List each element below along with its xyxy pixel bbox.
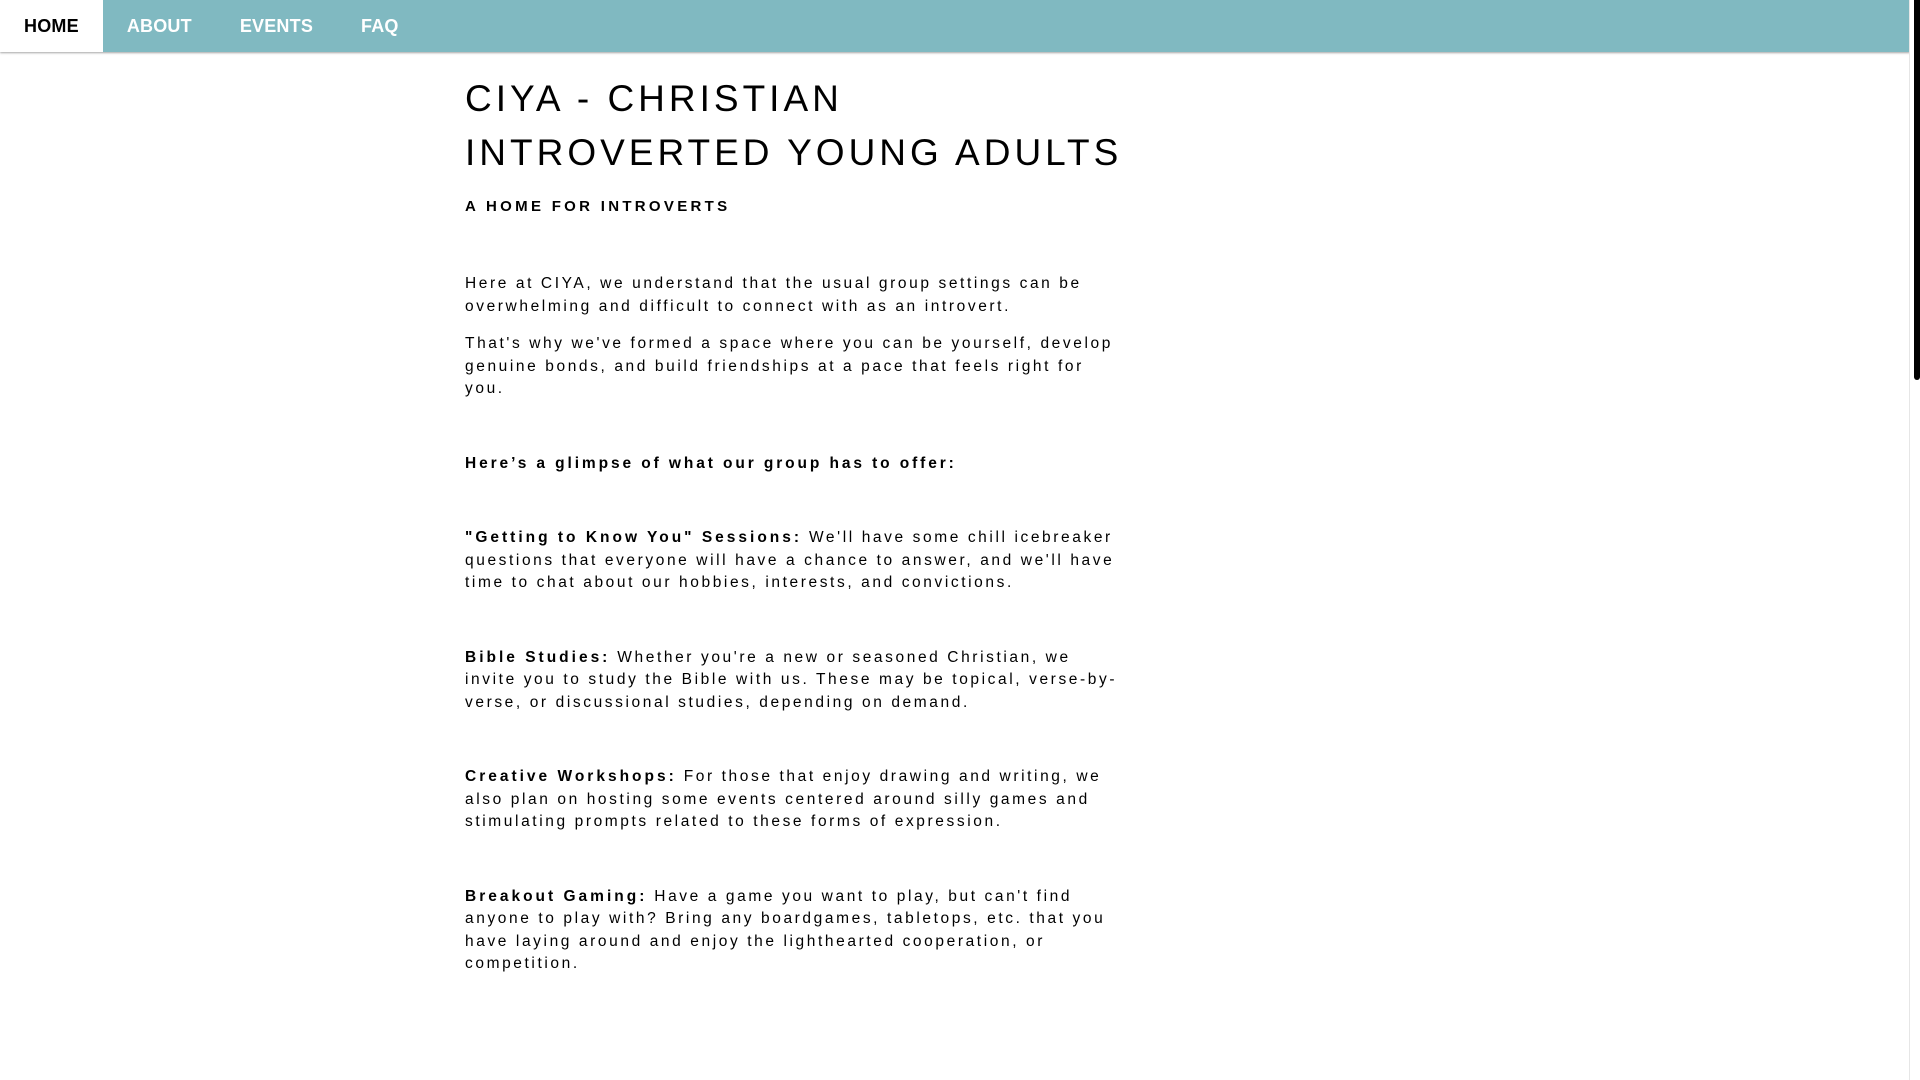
offering-description: We'll have some chill icebreaker questions that everyone will have a chance to answer, and we'll have time to chat about our hobbies, interests, and convictions. [465, 529, 1115, 591]
offering-title: Breakout Gaming: [465, 887, 648, 905]
nav-tab-home[interactable]: HOME [0, 0, 103, 52]
offering-creative-workshops [465, 766, 1125, 834]
intro-paragraph-2: That's why we've formed a space where you can be yourself, develop genuine bonds, and build friendships at a pace that feels right for you. [465, 335, 1113, 397]
offering-title: Creative Workshops: [465, 768, 677, 785]
page-subtitle: A HOME FOR INTROVERTS [465, 198, 731, 215]
nav-tab-faq[interactable]: FAQ [361, 15, 399, 36]
offering-breakout-gaming [465, 886, 1125, 976]
offering-description: Have a game you want to play, but can't find anyone to play with? Bring any boardgames, tabletops, etc. that you have laying around and enjoy the lighthearted cooperation, or competition. [465, 887, 1106, 972]
offering-bible-studies [465, 647, 1125, 715]
top-navigation-bar [0, 0, 1910, 52]
scrollbar-thumb[interactable] [1914, 0, 1920, 380]
offering-description: Whether you're a new or seasoned Christian, we invite you to study the Bible with us. These may be topical, verse-by-verse, or discussional studies, depending on demand. [465, 648, 1118, 711]
offering-title: Bible Studies: [465, 648, 611, 666]
offering-getting-to-know-you [465, 527, 1125, 595]
offering-title: "Getting to Know You" Sessions: [465, 529, 803, 546]
nav-tab-about[interactable]: ABOUT [126, 15, 192, 36]
offering-description: For those that enjoy drawing and writing, we also plan on hosting some events centered around silly games and stimulating prompts related to these forms of expression. [465, 768, 1102, 830]
page-title-line-1: CIYA - CHRISTIAN [465, 78, 843, 119]
offerings-heading: Here’s a glimpse of what our group has to offer: [465, 454, 957, 472]
vertical-scrollbar[interactable] [1909, 0, 1920, 1080]
intro-paragraph-1: Here at CIYA, we understand that the usual group settings can be overwhelming and difficult to connect with as an introvert. [465, 275, 1082, 315]
nav-tab-events[interactable]: EVENTS [239, 15, 314, 36]
page-title-line-2: INTROVERTED YOUNG ADULTS [465, 132, 1123, 173]
main-content [465, 72, 1125, 976]
page-title [465, 72, 1125, 180]
